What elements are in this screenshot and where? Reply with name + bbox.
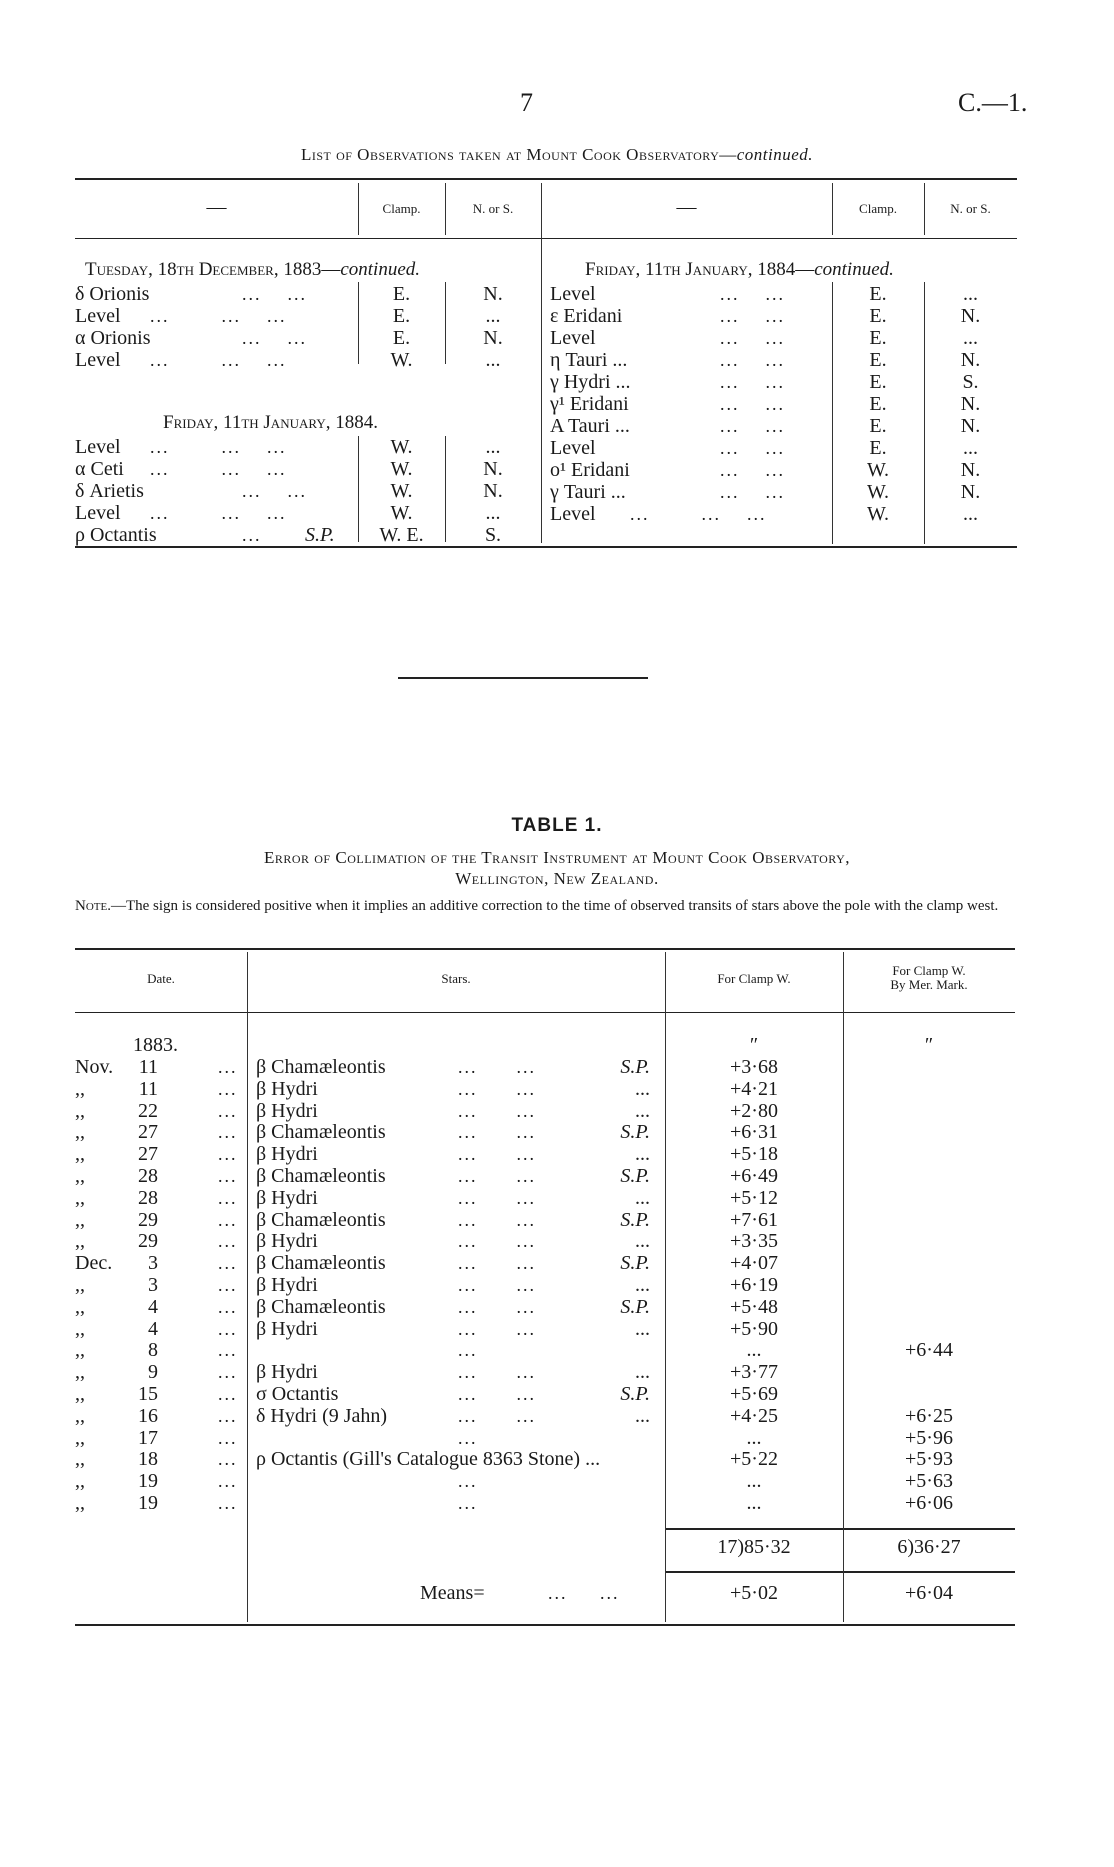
leader-dots: ... [218, 1493, 238, 1513]
col-header-stars: Stars. [441, 971, 471, 986]
table1-title: TABLE 1. [511, 815, 603, 836]
value-clamp-w: +3·68 [730, 1056, 778, 1078]
section-heading-friday: Friday, 11th January, 1884. [163, 412, 378, 433]
star-name: β Chamæleontis [256, 1121, 386, 1143]
leader-dots: ... ... ... [630, 504, 767, 524]
obs-nors: ... [963, 437, 978, 459]
obs-nors: N. [960, 305, 981, 327]
section-heading-friday-continued [585, 259, 894, 281]
leader-dots: ... ... [458, 1101, 536, 1121]
star-name: β Chamæleontis [256, 1209, 386, 1231]
leader-dots: ... ... ... [150, 350, 287, 370]
obs-nors: N. [960, 349, 981, 371]
section-heading-tuesday [85, 259, 420, 281]
obs-nors: ... [963, 283, 978, 305]
star-sp: S.P. [620, 1252, 650, 1274]
obs-clamp: W. [390, 436, 413, 458]
obs-clamp: E. [869, 415, 887, 437]
leader-dots: ... ... [720, 372, 785, 392]
obs-star: α Ceti [75, 458, 124, 480]
value-mer-mark: +6·06 [905, 1492, 953, 1514]
section-divider-rule [398, 677, 648, 679]
value-clamp-w: ... [746, 1492, 762, 1514]
leader-dots: ... ... [720, 460, 785, 480]
obs-star: Level [550, 437, 596, 459]
table-header-rule [75, 238, 1017, 239]
obs-star: δ Arietis [75, 480, 144, 502]
date-day: 15 [138, 1383, 158, 1405]
obs-clamp: W. [390, 502, 413, 524]
value-mer-mark: +5·63 [905, 1470, 953, 1492]
date-day: 29 [138, 1209, 158, 1231]
leader-dots: ... ... [458, 1144, 536, 1164]
star-sp: S.P. [620, 1165, 650, 1187]
date-month: ,, [75, 1165, 85, 1187]
section-heading-text: Tuesday, 18th December, 1883— [85, 259, 341, 280]
section-heading-continued: continued. [814, 259, 894, 280]
obs-nors: S. [484, 524, 502, 546]
table1-subtitle-line1: Error of Collimation of the Transit Instrument at Mount Cook Observatory, [263, 848, 851, 867]
note-label: Note. [75, 898, 111, 914]
value-clamp-w: ... [746, 1339, 762, 1361]
obs-clamp: E. [869, 283, 887, 305]
date-month: ,, [75, 1078, 85, 1100]
leader-dots: ... ... [242, 328, 307, 348]
obs-nors: ... [485, 436, 501, 458]
leader-dots: ... ... ... [150, 306, 287, 326]
star-name: δ Hydri (9 Jahn) [256, 1405, 388, 1427]
star-name: β Hydri [256, 1078, 318, 1100]
leader-dots: ... [218, 1319, 238, 1339]
star-name: β Hydri [256, 1274, 318, 1296]
star-sp: S.P. [620, 1056, 650, 1078]
date-month: ,, [75, 1187, 85, 1209]
list-title [0, 145, 1114, 165]
leader-dots: ... [218, 1428, 238, 1448]
leader-dots: ... ... [242, 284, 307, 304]
leader-dots: ... ... ... [150, 437, 287, 457]
col-header-dash: — [676, 196, 697, 218]
star-name: ρ Octantis (Gill's Catalogue 8363 Stone) ... [256, 1448, 601, 1470]
leader-dots: ... ... [242, 481, 307, 501]
leader-dots: ... ... ... [150, 459, 287, 479]
obs-star: A Tauri ... [550, 415, 630, 437]
star-name: β Hydri [256, 1361, 318, 1383]
date-month: ,, [75, 1448, 85, 1470]
col-header-date: Date. [147, 971, 175, 986]
date-month: ,, [75, 1143, 85, 1165]
obs-clamp: E. [869, 437, 887, 459]
value-clamp-w: +4·21 [730, 1078, 778, 1100]
value-clamp-w: +6·49 [730, 1165, 778, 1187]
value-clamp-w: +3·77 [730, 1361, 778, 1383]
leader-dots: ... [458, 1340, 478, 1360]
date-day: 3 [148, 1252, 158, 1274]
obs-star: Level [75, 349, 121, 371]
leader-dots: ... [218, 1101, 238, 1121]
leader-dots: ... ... [720, 394, 785, 414]
leader-dots: ... [242, 525, 262, 545]
leader-dots: ... ... [458, 1253, 536, 1273]
year-label: 1883. [133, 1034, 178, 1056]
leader-dots: ... [218, 1210, 238, 1230]
obs-clamp: W. [866, 459, 890, 481]
leader-dots: ... ... [720, 284, 785, 304]
star-sp: ... [635, 1187, 650, 1209]
date-month: ,, [75, 1230, 85, 1252]
value-clamp-w: +6·31 [730, 1121, 778, 1143]
star-name: β Hydri [256, 1230, 318, 1252]
value-clamp-w: +5·48 [730, 1296, 778, 1318]
leader-dots: ... ... ... [150, 503, 287, 523]
obs-clamp: E. [392, 305, 411, 327]
sum-rule [665, 1528, 1015, 1530]
col-header-nors: N. or S. [472, 201, 514, 216]
leader-dots: ... ... [458, 1297, 536, 1317]
date-day: 3 [148, 1274, 158, 1296]
leader-dots: ... [458, 1493, 478, 1513]
obs-star: Level [75, 436, 121, 458]
table-top-rule [75, 178, 1017, 180]
date-month: ,, [75, 1361, 85, 1383]
date-month: Nov. [75, 1056, 114, 1078]
star-name: σ Octantis [256, 1383, 339, 1405]
leader-dots: ... [218, 1166, 238, 1186]
mean-mer-mark: +6·04 [905, 1582, 953, 1604]
leader-dots: ... [218, 1384, 238, 1404]
leader-dots: ... [218, 1253, 238, 1273]
table-bottom-rule [75, 546, 1017, 548]
value-clamp-w: +6·19 [730, 1274, 778, 1296]
leader-dots: ... [458, 1471, 478, 1491]
value-mer-mark: +6·25 [905, 1405, 953, 1427]
obs-clamp: W. [390, 480, 413, 502]
leader-dots: ... ... [458, 1079, 536, 1099]
obs-nors: N. [483, 327, 503, 349]
leader-dots: ... [218, 1144, 238, 1164]
date-month: ,, [75, 1339, 85, 1361]
leader-dots: ... [218, 1275, 238, 1295]
leader-dots: ... ... [458, 1210, 536, 1230]
date-month: ,, [75, 1209, 85, 1231]
col-header-dash: — [206, 196, 227, 218]
star-name: β Hydri [256, 1100, 318, 1122]
obs-star: ε Eridani [550, 305, 623, 327]
date-day: 9 [148, 1361, 158, 1383]
star-name: β Chamæleontis [256, 1296, 386, 1318]
leader-dots: ... ... [458, 1231, 536, 1251]
date-day: 11 [138, 1056, 158, 1078]
table-bottom-rule [75, 1624, 1015, 1626]
leader-dots: ... ... [458, 1384, 536, 1404]
date-day: 8 [148, 1339, 158, 1361]
date-month: Dec. [75, 1252, 113, 1274]
star-sp: ... [635, 1143, 650, 1165]
obs-clamp: W. [866, 503, 890, 525]
obs-clamp: E. [392, 327, 411, 349]
value-clamp-w: +5·18 [730, 1143, 778, 1165]
star-sp: S.P. [620, 1296, 650, 1318]
date-month: ,, [75, 1274, 85, 1296]
obs-star: γ Hydri ... [550, 371, 631, 393]
col-header-clamp-w: For Clamp W. [717, 971, 791, 986]
date-day: 19 [138, 1492, 158, 1514]
section-heading-continued: continued. [340, 259, 421, 280]
star-sp: S.P. [620, 1209, 650, 1231]
date-day: 19 [138, 1470, 158, 1492]
table-header-rule [75, 1012, 1015, 1013]
leader-dots: ... ... [720, 438, 785, 458]
value-clamp-w: +5·69 [730, 1383, 778, 1405]
star-name: β Hydri [256, 1318, 318, 1340]
leader-dots: ... ... [720, 328, 785, 348]
date-day: 4 [148, 1318, 158, 1340]
obs-star: ρ Octantis [75, 524, 157, 546]
star-sp: ... [635, 1100, 650, 1122]
obs-clamp: E. [869, 393, 887, 415]
obs-star: Level [75, 305, 121, 327]
date-day: 11 [138, 1078, 158, 1100]
leader-dots: ... ... [720, 306, 785, 326]
obs-nors: ... [485, 349, 501, 371]
date-day: 16 [138, 1405, 158, 1427]
value-clamp-w: +5·22 [730, 1448, 778, 1470]
leader-dots: ... [218, 1449, 238, 1469]
col-header-mer-line2: By Mer. Mark. [890, 977, 968, 992]
col-header-mer-line1: For Clamp W. [892, 963, 966, 978]
mean-clamp-w: +5·02 [730, 1582, 778, 1604]
leader-dots: ... [218, 1188, 238, 1208]
value-clamp-w: +5·12 [730, 1187, 778, 1209]
date-day: 27 [138, 1143, 158, 1165]
document-code: C.—1. [958, 88, 1028, 117]
table1-note [75, 897, 1015, 915]
obs-star: Level [550, 327, 596, 349]
star-sp: S.P. [620, 1121, 650, 1143]
obs-star: Level [550, 503, 596, 525]
leader-dots: ... [218, 1122, 238, 1142]
date-day: 22 [138, 1100, 158, 1122]
value-clamp-w: ... [746, 1427, 762, 1449]
obs-star: γ Tauri ... [550, 481, 626, 503]
obs-nors: N. [960, 393, 981, 415]
obs-star: δ Orionis [75, 283, 150, 305]
date-month: ,, [75, 1405, 85, 1427]
table1-subtitle-line2: Wellington, New Zealand. [455, 869, 659, 888]
value-mer-mark: +6·44 [905, 1339, 953, 1361]
star-name: β Chamæleontis [256, 1165, 386, 1187]
leader-dots: ... [218, 1340, 238, 1360]
leader-dots: ... ... [458, 1122, 536, 1142]
date-month: ,, [75, 1470, 85, 1492]
leader-dots: ... ... [458, 1166, 536, 1186]
date-month: ,, [75, 1492, 85, 1514]
star-sp: ... [635, 1078, 650, 1100]
page-number: 7 [520, 88, 533, 117]
value-clamp-w: +7·61 [730, 1209, 778, 1231]
leader-dots: ... [218, 1406, 238, 1426]
sum-clamp-w: 17)85·32 [717, 1536, 791, 1558]
col-header-clamp: Clamp. [859, 201, 897, 216]
col-header-clamp: Clamp. [382, 201, 421, 216]
leader-dots: ... ... [720, 350, 785, 370]
date-month: ,, [75, 1383, 85, 1405]
obs-clamp: E. [869, 349, 887, 371]
star-name: β Chamæleontis [256, 1056, 386, 1078]
star-name: β Hydri [256, 1187, 318, 1209]
unit-seconds: ″ [749, 1034, 759, 1056]
leader-dots: ... [218, 1297, 238, 1317]
list-title-continued: continued. [736, 145, 814, 164]
obs-clamp: E. [869, 371, 887, 393]
star-name: β Chamæleontis [256, 1252, 386, 1274]
leader-dots: ... [218, 1057, 238, 1077]
star-sp: ... [635, 1405, 650, 1427]
star-sp: S.P. [620, 1383, 650, 1405]
obs-clamp: E. [869, 305, 887, 327]
obs-star: γ¹ Eridani [550, 393, 629, 415]
leader-dots: ... [458, 1428, 478, 1448]
value-mer-mark: +5·93 [905, 1448, 953, 1470]
leader-dots: ... ... [548, 1583, 620, 1603]
leader-dots: ... ... [720, 416, 785, 436]
leader-dots: ... ... [458, 1406, 536, 1426]
value-mer-mark: +5·96 [905, 1427, 953, 1449]
obs-nors: ... [963, 503, 978, 525]
date-day: 29 [138, 1230, 158, 1252]
obs-clamp: E. [869, 327, 887, 349]
means-label: Means= [420, 1582, 485, 1604]
date-divider [247, 952, 248, 1622]
section-heading-text: Friday, 11th January, 1884— [585, 259, 815, 280]
obs-star: o¹ Eridani [550, 459, 630, 481]
value-clamp-w: +3·35 [730, 1230, 778, 1252]
date-month: ,, [75, 1427, 85, 1449]
star-name: β Hydri [256, 1143, 318, 1165]
unit-seconds: ″ [924, 1034, 934, 1056]
date-month: ,, [75, 1296, 85, 1318]
value-clamp-w: +4·25 [730, 1405, 778, 1427]
obs-nors: ... [963, 327, 978, 349]
leader-dots: ... [218, 1362, 238, 1382]
obs-clamp: W. [390, 458, 413, 480]
leader-dots: ... [218, 1231, 238, 1251]
obs-sp: S.P. [305, 524, 335, 546]
date-day: 27 [138, 1121, 158, 1143]
leader-dots: ... ... [458, 1057, 536, 1077]
value-clamp-w: ... [746, 1470, 762, 1492]
obs-nors: N. [483, 480, 503, 502]
leader-dots: ... [218, 1079, 238, 1099]
leader-dots: ... ... [458, 1319, 536, 1339]
obs-nors: N. [483, 458, 503, 480]
col-header-nors: N. or S. [950, 201, 991, 216]
value-clamp-w: +4·07 [730, 1252, 778, 1274]
sum-mer-mark: 6)36·27 [897, 1536, 961, 1558]
date-day: 28 [138, 1165, 158, 1187]
mean-rule [665, 1571, 1015, 1573]
note-text: —The sign is considered positive when it implies an additive correction to the time of observed transits of stars above the pole with the clamp west. [110, 898, 999, 914]
leader-dots: ... ... [458, 1188, 536, 1208]
date-day: 17 [138, 1427, 158, 1449]
leader-dots: ... ... [458, 1275, 536, 1295]
leader-dots: ... [218, 1471, 238, 1491]
obs-clamp: E. [392, 283, 411, 305]
obs-star: Level [75, 502, 121, 524]
obs-nors: N. [960, 415, 981, 437]
list-title-text: List of Observations taken at Mount Cook Observatory— [300, 145, 737, 164]
obs-nors: S. [962, 371, 979, 393]
obs-clamp: W. [390, 349, 413, 371]
star-sp: ... [635, 1361, 650, 1383]
obs-star: η Tauri ... [550, 349, 628, 371]
date-day: 18 [138, 1448, 158, 1470]
col-header-mer-mark [843, 964, 1015, 992]
obs-nors: ... [485, 502, 501, 524]
obs-nors: ... [485, 305, 501, 327]
date-month: ,, [75, 1318, 85, 1340]
obs-star: Level [550, 283, 596, 305]
value-clamp-w: +5·90 [730, 1318, 778, 1340]
obs-star: α Orionis [75, 327, 151, 349]
leader-dots: ... ... [720, 482, 785, 502]
date-day: 4 [148, 1296, 158, 1318]
obs-nors: N. [483, 283, 503, 305]
obs-nors: N. [960, 459, 981, 481]
value-clamp-w: +2·80 [730, 1100, 778, 1122]
date-month: ,, [75, 1100, 85, 1122]
star-sp: ... [635, 1318, 650, 1340]
star-sp: ... [635, 1274, 650, 1296]
date-month: ,, [75, 1121, 85, 1143]
date-day: 28 [138, 1187, 158, 1209]
obs-nors: N. [960, 481, 981, 503]
obs-clamp: W. [866, 481, 890, 503]
star-sp: ... [635, 1230, 650, 1252]
obs-clamp: W. E. [379, 524, 424, 546]
table-top-rule [75, 948, 1015, 950]
leader-dots: ... ... [458, 1362, 536, 1382]
center-divider [541, 183, 542, 543]
